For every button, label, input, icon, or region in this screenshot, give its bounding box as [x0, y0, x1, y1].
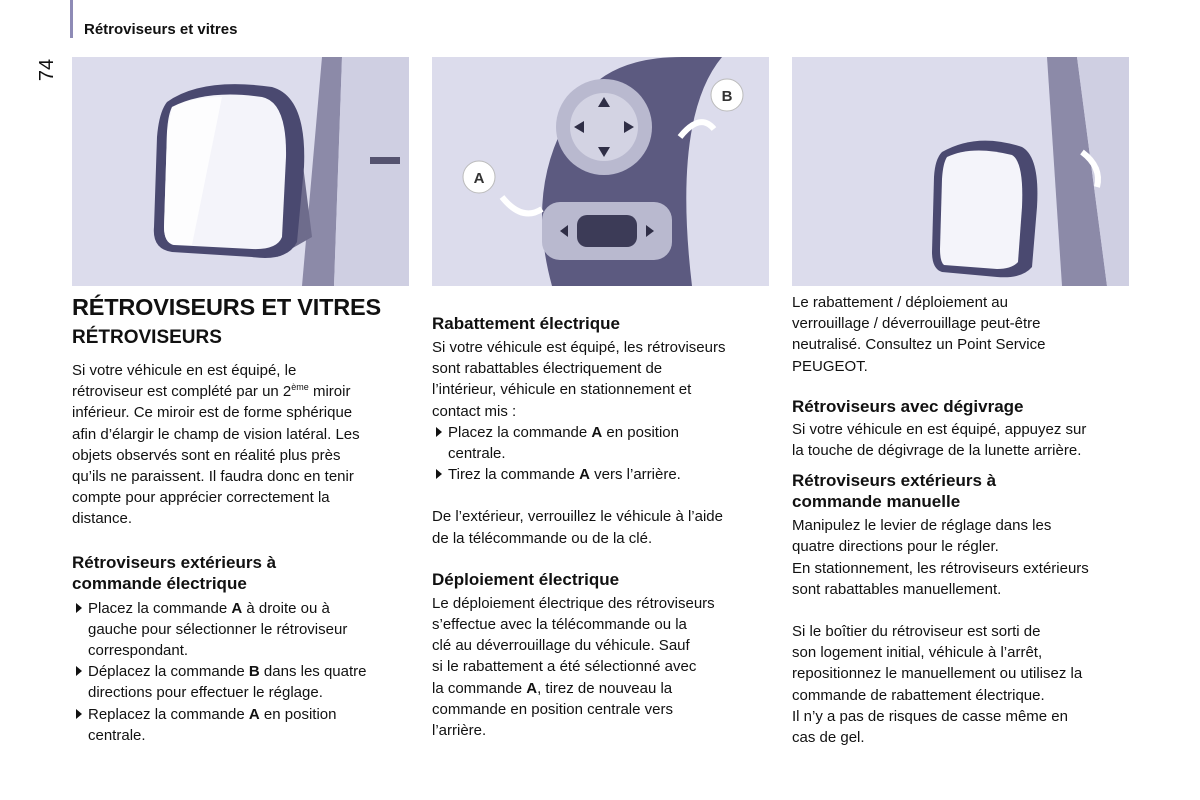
side-mirror-folding-icon: [792, 57, 1129, 286]
text-line: rétroviseur est complété par un 2ème miroir: [72, 382, 351, 401]
unfolding-paragraph: Le déploiement électrique des rétroviseurs s’effectue avec la télécommande ou la clé au déverrouillage du véhicule. Sauf si le rabattement a été sélectionné avec la commande A, tirez de nouveau la commande en position centrale vers l’arrière.: [432, 594, 715, 740]
text-line: Si votre véhicule en est équipé, le: [72, 362, 297, 379]
intro-paragraph: [72, 360, 412, 530]
folding-paragraph: Si votre véhicule est équipé, les rétroviseurs sont rabattables électriquement de l’intérieur, véhicule en stationnement et contact mis :: [432, 339, 726, 420]
bullet-arrow-icon: [76, 666, 82, 676]
section-header: Rétroviseurs et vitres: [84, 21, 238, 38]
bullet-arrow-icon: [436, 427, 442, 437]
page-title: RÉTROVISEURS ET VITRES: [72, 294, 381, 320]
heading-electric-folding: Rabattement électrique: [432, 314, 620, 333]
heading-electric-mirrors: Rétroviseurs extérieurs à commande électrique: [72, 552, 277, 593]
mirror-illustration: [72, 57, 409, 286]
bullet-item: Replacez la commande A en position centrale.: [72, 704, 412, 746]
bullet-arrow-icon: [76, 709, 82, 719]
bullet-arrow-icon: [436, 469, 442, 479]
section-subtitle: RÉTROVISEURS: [72, 327, 222, 348]
neutralise-paragraph: Le rabattement / déploiement au verrouillage / déverrouillage peut-être neutralisé. Consultez un Point Service PEUGEOT.: [792, 294, 1046, 375]
text-line: afin d’élargir le champ de vision latéral. Les: [72, 425, 360, 443]
column-2: [432, 313, 777, 741]
folding-bullets: [432, 422, 777, 486]
control-panel-icon: [432, 57, 769, 286]
manual-paragraph: Manipulez le levier de réglage dans les quatre directions pour le régler. En stationnement, les rétroviseurs extérieurs sont rabattables manuellement.: [792, 517, 1089, 598]
text-line: qu’ils ne paraissent. Il faudra donc en tenir: [72, 468, 354, 486]
column-1: [72, 293, 412, 746]
defrost-paragraph: Si votre véhicule en est équipé, appuyez sur la touche de dégivrage de la lunette arrière.: [792, 420, 1087, 460]
heading-electric-unfolding: Déploiement électrique: [432, 569, 620, 589]
text-line: inférieur. Ce miroir est de forme sphérique: [72, 404, 353, 422]
side-mirror-icon: [72, 57, 409, 286]
bullet-item: Placez la commande A à droite ou à gauche pour sélectionner le rétroviseur correspondant.: [72, 598, 412, 662]
label-b: B: [721, 88, 733, 105]
folding-mirror-illustration: [792, 57, 1129, 286]
label-a: A: [473, 170, 485, 187]
bullet-item: Placez la commande A en position centrale.: [432, 422, 777, 464]
page-number: 74: [35, 58, 58, 82]
text-line: compte pour apprécier correctement la: [72, 489, 330, 507]
column-3: [792, 292, 1142, 748]
text-line: objets observés sont en réalité plus près: [72, 446, 341, 464]
text-line: distance.: [72, 510, 133, 528]
bullet-item: Tirez la commande A vers l’arrière.: [432, 464, 777, 485]
heading-manual-mirrors: Rétroviseurs extérieurs à commande manuelle: [792, 471, 997, 512]
bullet-item: Déplacez la commande B dans les quatre directions pour effectuer le réglage.: [72, 661, 412, 703]
header-accent-bar: [70, 0, 73, 38]
exterior-paragraph: De l’extérieur, verrouillez le véhicule à l’aide de la télécommande ou de la clé.: [432, 508, 723, 547]
heading-defrost: Rétroviseurs avec dégivrage: [792, 396, 1024, 416]
housing-paragraph: Si le boîtier du rétroviseur est sorti de son logement initial, véhicule à l’arrêt, repositionnez le manuellement ou utilisez la commande de rabattement électrique. Il n’y a pas de risques de casse même en cas de gel.: [792, 623, 1083, 747]
control-illustration: [432, 57, 769, 286]
electric-bullets: [72, 598, 412, 746]
bullet-arrow-icon: [76, 603, 82, 613]
